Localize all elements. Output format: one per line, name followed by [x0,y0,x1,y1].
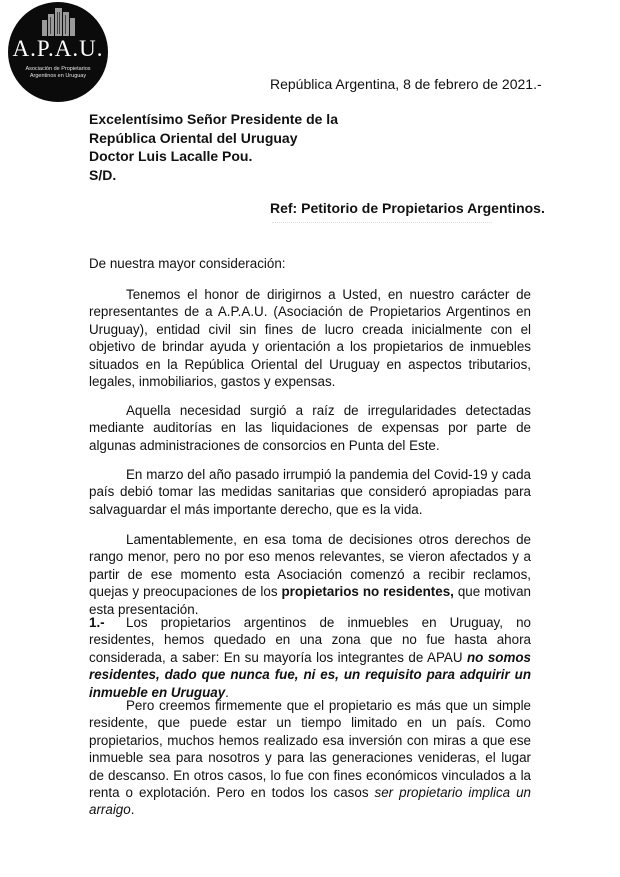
logo-subtitle-line2: Argentinos en Uruguay [29,73,87,79]
recipient-block [89,110,409,184]
recipient-line: Doctor Luis Lacalle Pou. [89,148,253,164]
salutation: De nuestra mayor consideración: [89,256,286,271]
recipient-line: S/D. [89,166,117,183]
paragraph-4-text: Lamentablemente, en esa toma de decisiones otros derechos de rango menor, pero no por eso menos relevantes, se vieron afectados y a partir de ese momento esta Asociación comenzó a recibir reclamos, quejas y preocupaciones de los [89,532,531,600]
paragraph-6 [89,697,531,819]
recipient-line: República Oriental del Uruguay [89,129,298,146]
paragraph-4 [89,531,531,618]
paragraph-4-bold: propietarios no residentes, [281,584,454,600]
reference-line: Ref: Petitorio de Propietarios Argentinos. [270,200,545,216]
place-date: República Argentina, 8 de febrero de 2021.- [270,76,542,92]
paragraph-5-text: Los propietarios argentinos de inmuebles en Uruguay, no residentes, hemos quedado en una zona que no fue hasta ahora considerada, a saber: En su mayoría los integrantes de APAU [89,615,531,665]
paragraph-3 [89,466,531,518]
paragraph-5-emphasis: no somos residentes, dado que nunca fue, ni es, un requisito para adquirir un inmueble en Uruguay [89,649,531,700]
paragraph-6-italic: ser propietario implica un arraigo [89,785,531,818]
item-number: 1.- [89,615,105,630]
paragraph-5 [89,614,531,701]
paragraph-1 [89,286,531,390]
logo-title: A.P.A.U. [12,36,104,61]
paragraph-5-text-end: . [225,684,229,700]
paragraph-6-text-end: . [130,802,135,818]
paragraph-2 [89,402,531,454]
apau-logo [8,2,108,102]
paragraph-2-text: Aquella necesidad surgió a raíz de irregularidades detectadas mediante auditorías en las liquidaciones de expensas por parte de algunas administraciones de consorcios en Punta del Este. [89,403,531,453]
paragraph-1-text: Tenemos el honor de dirigirnos a Usted, en nuestro carácter de representantes de a A.P.A.U. (Asociación de Propietarios Argentinos en Uruguay), entidad civil sin fines de lucro creada inicialmente con el objetivo de brindar ayuda y orientación a los propietarios de inmuebles situados en la República Oriental del Uruguay en aspectos tributarios, legales, inmobiliarios, gastos y expensas. [89,287,531,390]
paragraph-4-text-end: que motivan esta presentación. [89,584,531,617]
scan-artifact [272,222,492,226]
recipient-line: Excelentísimo Señor Presidente de la [89,111,338,127]
paragraph-3-text: En marzo del año pasado irrumpió la pandemia del Covid-19 y cada país debió tomar las medidas sanitarias que consideró apropiadas para salvaguardar el más importante derecho, que es la vida. [89,467,531,517]
paragraph-6-text: Pero creemos firmemente que el propietario es más que un simple residente, que puede estar un tiempo limitado en un país. Como propietarios, muchos hemos realizado esa inversión con miras a que ese inmueble sea para nosotros y para las generaciones venideras, el lugar de descanso. En otros casos, lo fue con fines económicos vinculados a la renta o explotación. Pero en todos los casos [89,698,531,801]
logo-subtitle-line1: Asociación de Propietarios [25,66,91,72]
